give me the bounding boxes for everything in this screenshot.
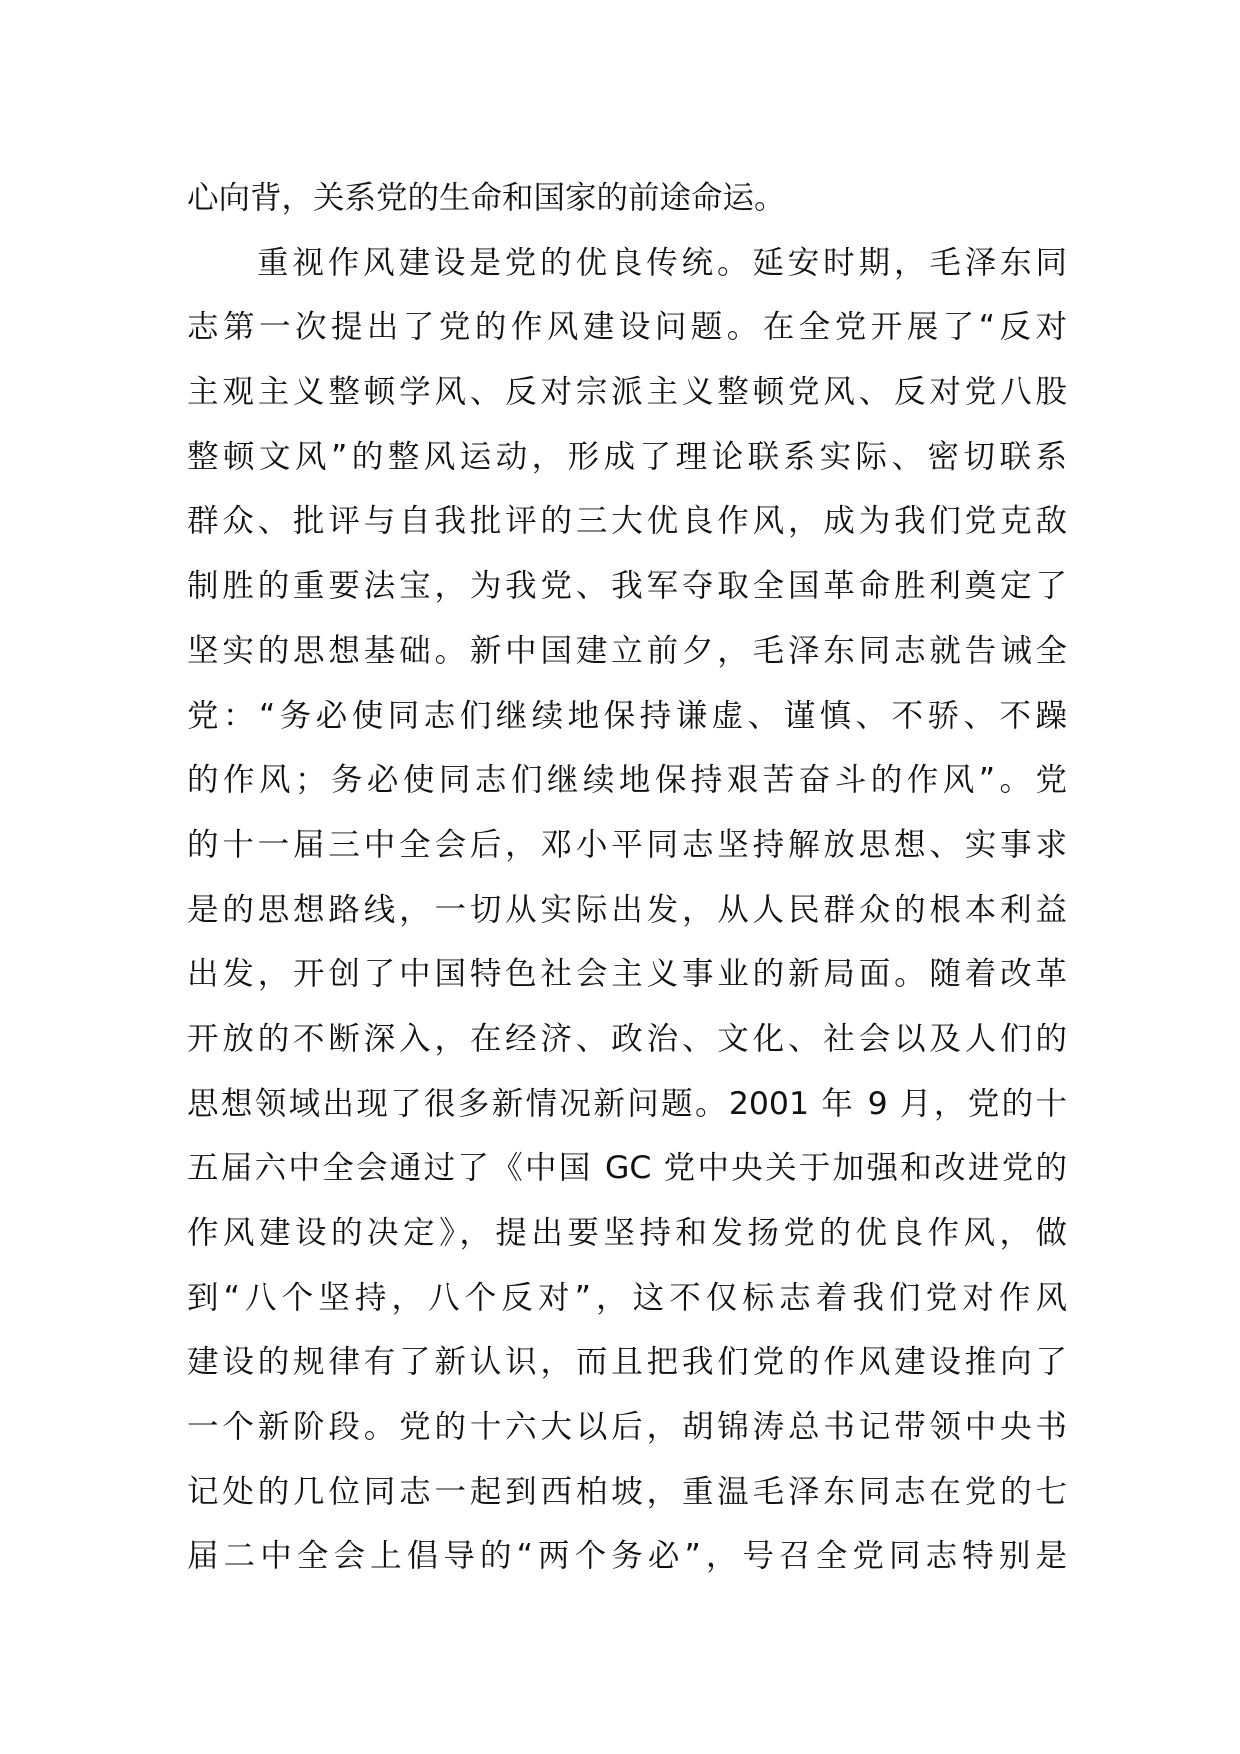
- text-line: 制胜的重要法宝，为我党、我军夺取全国革命胜利奠定了: [187, 568, 1067, 605]
- text-line: 的作风；务必使同志们继续地保持艰苦奋斗的作风”。党: [187, 762, 1067, 799]
- text-line: 作风建设的决定》，提出要坚持和发扬党的优良作风，做: [187, 1215, 1067, 1251]
- paragraph-first-line: 重视作风建设是党的优良传统。延安时期，毛泽东同: [257, 244, 1067, 281]
- text-line: 一个新阶段。党的十六大以后，胡锦涛总书记带领中央书: [187, 1409, 1067, 1446]
- text-line: 建设的规律有了新认识，而且把我们党的作风建设推向了: [187, 1344, 1067, 1381]
- text-line: 主观主义整顿学风、反对宗派主义整顿党风、反对党八股: [187, 374, 1067, 411]
- text-line: 届二中全会上倡导的“两个务必”，号召全党同志特别是: [187, 1538, 1067, 1575]
- text-line: 整顿文风”的整风运动，形成了理论联系实际、密切联系: [187, 438, 1067, 475]
- text-line: 五届六中全会通过了《中国 GC 党中央关于加强和改进党的: [187, 1150, 1067, 1187]
- text-line: 党：“务必使同志们继续地保持谦虚、谨慎、不骄、不躁: [187, 697, 1067, 734]
- text-line: 是的思想路线，一切从实际出发，从人民群众的根本利益: [187, 891, 1067, 928]
- text-line: 开放的不断深入，在经济、政治、文化、社会以及人们的: [187, 1020, 1067, 1057]
- text-line: 志第一次提出了党的作风建设问题。在全党开展了“反对: [187, 309, 1067, 346]
- text-line: 心向背，关系党的生命和国家的前途命运。: [187, 180, 786, 216]
- text-line: 思想领域出现了很多新情况新问题。2001 年 9 月，党的十: [187, 1085, 1067, 1122]
- text-line: 记处的几位同志一起到西柏坡，重温毛泽东同志在党的七: [187, 1473, 1067, 1510]
- body-text: [187, 166, 1067, 1589]
- text-line: 群众、批评与自我批评的三大优良作风，成为我们党克敌: [187, 503, 1067, 540]
- text-line: 的十一届三中全会后，邓小平同志坚持解放思想、实事求: [187, 826, 1067, 863]
- text-line: 坚实的思想基础。新中国建立前夕，毛泽东同志就告诫全: [187, 632, 1067, 669]
- text-line: 出发，开创了中国特色社会主义事业的新局面。随着改革: [187, 956, 1067, 993]
- text-line: 到“八个坚持，八个反对”，这不仅标志着我们党对作风: [187, 1279, 1067, 1316]
